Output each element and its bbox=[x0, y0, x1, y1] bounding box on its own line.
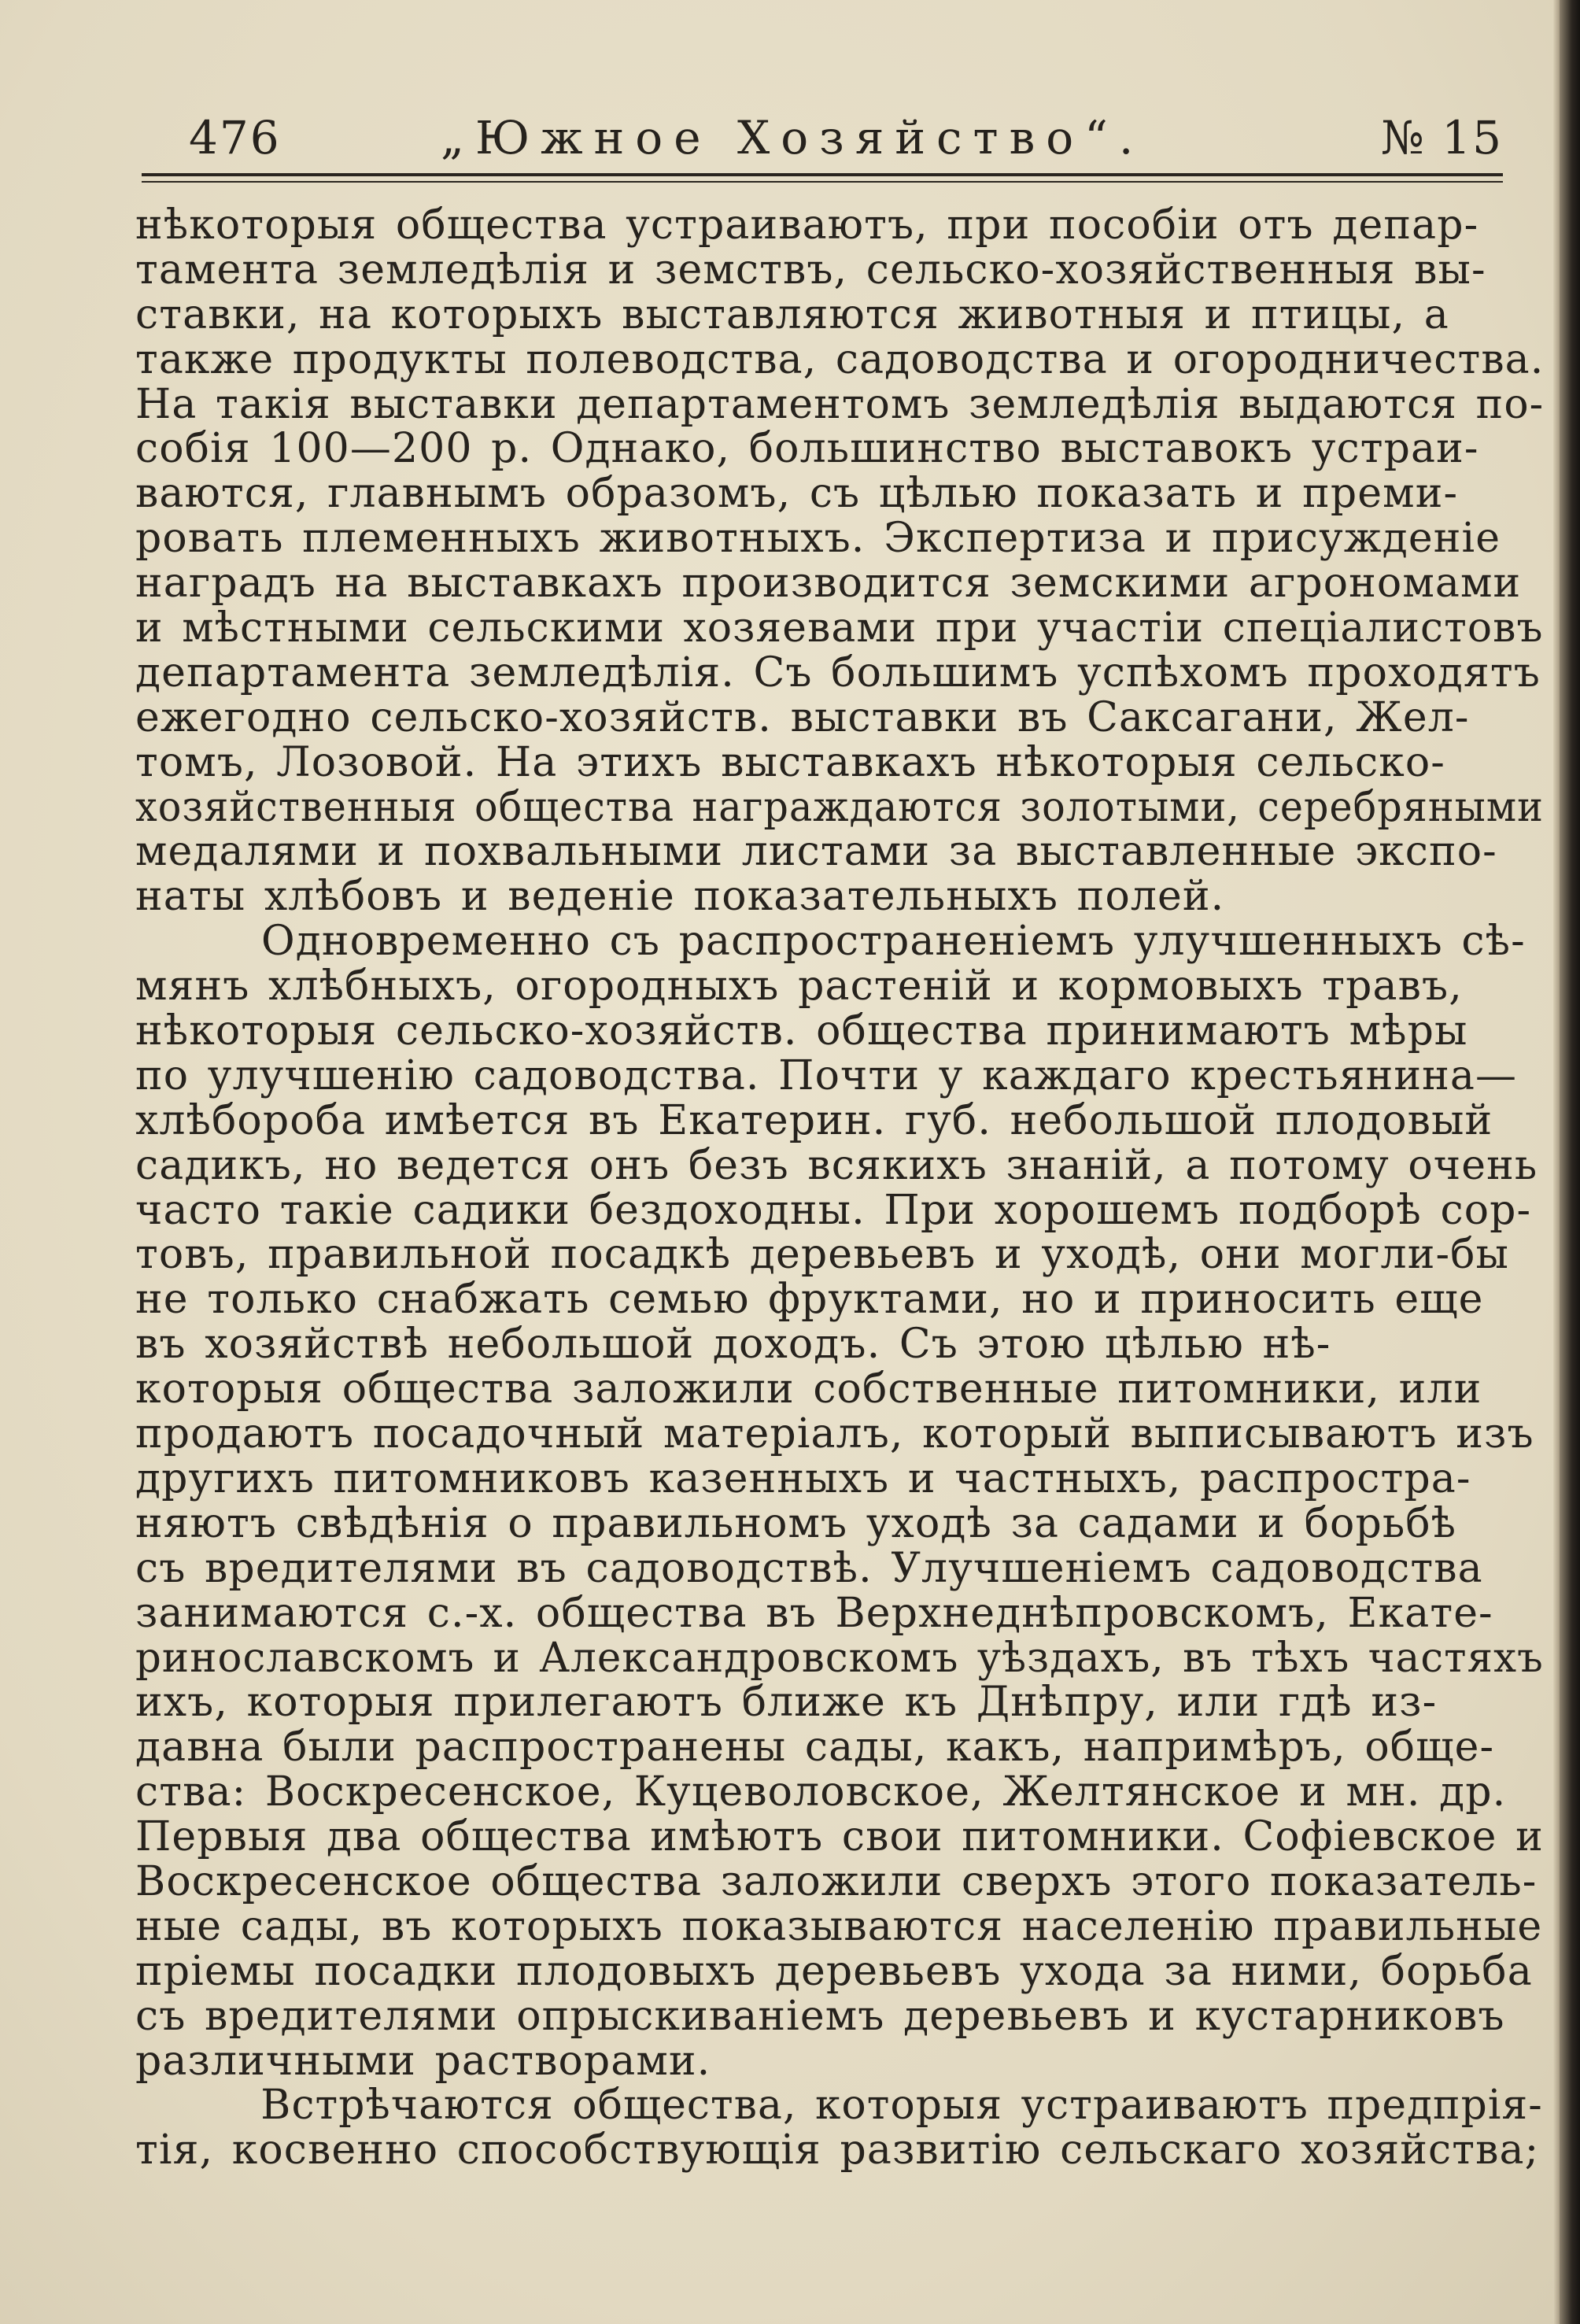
text-line: другихъ питомниковъ казенныхъ и частныхъ, распростра- bbox=[135, 1454, 1471, 1502]
text-line: и мѣстными сельскими хозяевами при участіи спеціалистовъ bbox=[135, 604, 1544, 652]
text-line: давна были распространены сады, какъ, напримѣръ, обще- bbox=[135, 1724, 1495, 1772]
text-line: садикъ, но ведется онъ безъ всякихъ знаній, а потому очень bbox=[135, 1141, 1538, 1189]
text-line: съ вредителями въ садоводствѣ. Улучшеніемъ садоводства bbox=[135, 1544, 1483, 1592]
text-line: пріемы посадки плодовыхъ деревьевъ ухода за ними, борьба bbox=[135, 1947, 1533, 1995]
journal-title: „Южное Хозяйство“. bbox=[441, 111, 1145, 164]
page-number: 476 bbox=[189, 111, 281, 164]
text-line: занимаются с.-х. общества въ Верхнеднѣпровскомъ, Екате- bbox=[135, 1589, 1493, 1637]
book-spine bbox=[1560, 0, 1580, 2324]
text-line: ставки, на которыхъ выставляются животныя и птицы, а bbox=[135, 290, 1449, 338]
text-line: Одновременно съ распространеніемъ улучшенныхъ сѣ- bbox=[261, 918, 1526, 966]
page-edge bbox=[1553, 0, 1560, 2324]
text-line: ежегодно сельско-хозяйств. выставки въ Саксагани, Жел- bbox=[135, 693, 1470, 741]
text-line: нѣкоторыя общества устраиваютъ, при пособіи отъ депар- bbox=[135, 201, 1479, 249]
text-line: хлѣбороба имѣется въ Екатерин. губ. небольшой плодовый bbox=[135, 1096, 1493, 1144]
text-line: часто такіе садики бездоходны. При хорошемъ подборѣ сор- bbox=[135, 1186, 1532, 1234]
text-line: въ хозяйствѣ небольшой доходъ. Съ этою цѣлью нѣ- bbox=[135, 1321, 1331, 1369]
text-line: наградъ на выставкахъ производится земскими агрономами bbox=[135, 560, 1522, 608]
text-line: собія 100—200 р. Однако, большинство выставокъ устраи- bbox=[135, 425, 1479, 473]
text-line: На такія выставки департаментомъ земледѣлія выдаются по- bbox=[135, 380, 1545, 428]
text-line: ные сады, въ которыхъ показываются населенію правильные bbox=[135, 1902, 1543, 1950]
issue-number: № 15 bbox=[1380, 111, 1503, 164]
text-line: хозяйственныя общества награждаются золотыми, серебряными bbox=[135, 783, 1544, 831]
text-line: медалями и похвальными листами за выставленные экспо- bbox=[135, 828, 1497, 876]
header-rule bbox=[142, 173, 1503, 176]
text-line: нѣкоторыя сельско-хозяйств. общества принимаютъ мѣры bbox=[135, 1007, 1468, 1055]
text-line: товъ, правильной посадкѣ деревьевъ и уходѣ, они могли-бы bbox=[135, 1231, 1510, 1279]
text-line: мянъ хлѣбныхъ, огородныхъ растеній и кормовыхъ травъ, bbox=[135, 962, 1463, 1011]
text-line: продаютъ посадочный матеріалъ, который выписываютъ изъ bbox=[135, 1410, 1534, 1458]
text-line: няютъ свѣдѣнія о правильномъ уходѣ за садами и борьбѣ bbox=[135, 1499, 1457, 1547]
text-line: ринославскомъ и Александровскомъ уѣздахъ, въ тѣхъ частяхъ bbox=[135, 1634, 1544, 1682]
text-line: не только снабжать семью фруктами, но и приносить еще bbox=[135, 1276, 1484, 1324]
text-line: ваются, главнымъ образомъ, съ цѣлью показать и преми- bbox=[135, 470, 1459, 518]
text-line: Первыя два общества имѣютъ свои питомники. Софіевское и bbox=[135, 1813, 1544, 1861]
running-header bbox=[142, 106, 1503, 169]
text-line: ровать племенныхъ животныхъ. Экспертиза и присужденіе bbox=[135, 515, 1501, 563]
text-line: также продукты полеводства, садоводства и огородничества. bbox=[135, 335, 1545, 383]
text-line: томъ, Лозовой. На этихъ выставкахъ нѣкоторыя сельско- bbox=[135, 738, 1445, 786]
text-line: департамента земледѣлія. Съ большимъ успѣхомъ проходятъ bbox=[135, 648, 1541, 696]
text-line: различными растворами. bbox=[135, 2037, 711, 2085]
text-line: тамента земледѣлія и земствъ, сельско-хозяйственныя вы- bbox=[135, 246, 1486, 294]
body-text bbox=[135, 203, 1544, 2173]
header-rule-thin bbox=[142, 181, 1503, 183]
text-line: Воскресенское общества заложили сверхъ этого показатель- bbox=[135, 1857, 1538, 1905]
text-line: ихъ, которыя прилегаютъ ближе къ Днѣпру, или гдѣ из- bbox=[135, 1679, 1438, 1727]
text-line: тія, косвенно способствующія развитію сельскаго хозяйства; bbox=[135, 2126, 1540, 2174]
text-line: по улучшенію садоводства. Почти у каждаго крестьянина— bbox=[135, 1051, 1518, 1099]
text-line: ства: Воскресенское, Куцеволовское, Желтянское и мн. др. bbox=[135, 1768, 1507, 1816]
text-line: наты хлѣбовъ и веденіе показательныхъ полей. bbox=[135, 873, 1225, 921]
text-line: Встрѣчаются общества, которыя устраиваютъ предпрія- bbox=[260, 2082, 1543, 2130]
text-line: которыя общества заложили собственные питомники, или bbox=[135, 1365, 1482, 1413]
text-line: съ вредителями опрыскиваніемъ деревьевъ и кустарниковъ bbox=[135, 1992, 1505, 2040]
